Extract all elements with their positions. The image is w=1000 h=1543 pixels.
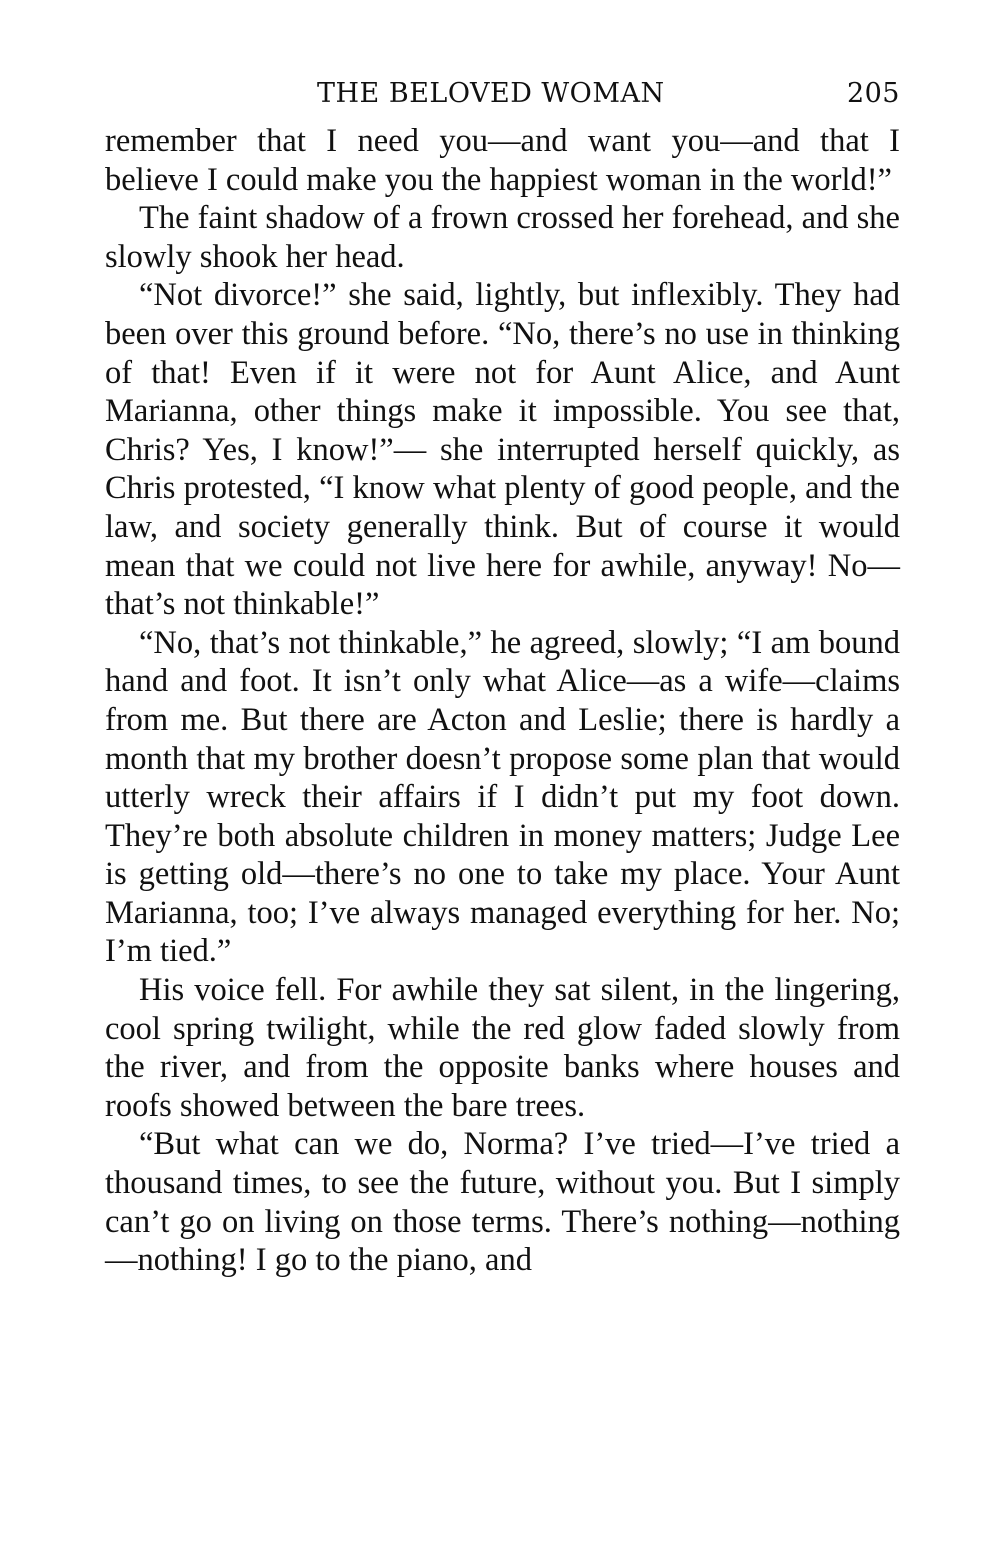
paragraph-4: “No, that’s not thinkable,” he agreed, slowly; “I am bound hand and foot. It isn’t only what Alice—as a wife—claims from me. But there are Acton and Leslie; there is hardly a month that my brother doesn’t propose some plan that would utterly wreck their affairs if I didn’t put my foot down. They’re both absolute children in money matters; Judge Lee is getting old—there’s no one to take my place. Your Aunt Marianna, too; I’ve always managed everything for her. No; I’m tied.” bbox=[105, 624, 900, 970]
paragraph-6: “But what can we do, Norma? I’ve tried—I’ve tried a thousand times, to see the future, without you. But I simply can’t go on living on those terms. There’s nothing—nothing—nothing! I go to the piano, and bbox=[105, 1126, 900, 1279]
paragraph-2: The faint shadow of a frown crossed her forehead, and she slowly shook her head. bbox=[105, 200, 900, 275]
paragraph-1: remember that I need you—and want you—and that I believe I could make you the happiest woman in the world!” bbox=[105, 123, 900, 198]
page-number: 205 bbox=[846, 78, 900, 109]
running-title: THE BELOVED WOMAN bbox=[317, 78, 665, 109]
body-text bbox=[105, 122, 900, 1280]
paragraph-5: His voice fell. For awhile they sat silent, in the lingering, cool spring twilight, while the red glow faded slowly from the river, and from the opposite banks where houses and roofs showed between the bare trees. bbox=[105, 972, 900, 1124]
running-head bbox=[105, 78, 900, 122]
paragraph-3: “Not divorce!” she said, lightly, but inflexibly. They had been over this ground before. “No, there’s no use in thinking of that! Even if it were not for Aunt Alice, and Aunt Marianna, other things make it impossible. You see that, Chris? Yes, I know!”— she interrupted herself quickly, as Chris protested, “I know what plenty of good people, and the law, and society generally think. But of course it would mean that we could not live here for awhile, anyway! No—that’s not thinkable!” bbox=[105, 277, 900, 623]
book-page bbox=[105, 78, 900, 1280]
